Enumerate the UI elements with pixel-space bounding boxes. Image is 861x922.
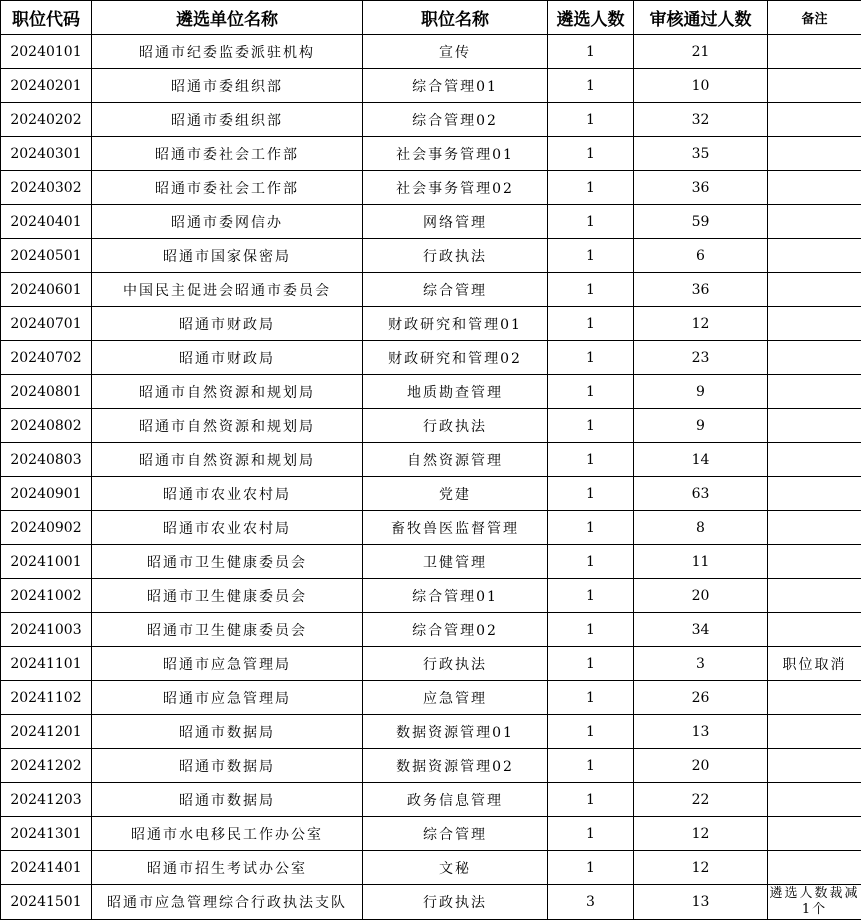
position-name-cell: 行政执法 [363,409,548,443]
passed-count-cell: 11 [634,545,768,579]
table-row [1,511,861,545]
position-name-cell: 财政研究和管理01 [363,307,548,341]
passed-count-cell: 34 [634,613,768,647]
table-row [1,579,861,613]
selection-count-cell: 1 [548,103,634,137]
selection-count-cell: 1 [548,341,634,375]
table-row [1,613,861,647]
passed-count-cell: 9 [634,375,768,409]
remarks-cell [768,375,861,409]
remarks-cell [768,783,861,817]
passed-count-cell: 12 [634,851,768,885]
selection-count-cell: 1 [548,239,634,273]
selection-count-cell: 1 [548,647,634,681]
selection-count-cell: 1 [548,749,634,783]
unit-name-cell: 中国民主促进会昭通市委员会 [92,273,363,307]
table-row [1,851,861,885]
position-name-cell: 行政执法 [363,885,548,920]
position-name-cell: 行政执法 [363,647,548,681]
passed-count-cell: 23 [634,341,768,375]
passed-count-cell: 10 [634,69,768,103]
selection-count-cell: 1 [548,613,634,647]
unit-name-cell: 昭通市应急管理局 [92,681,363,715]
position-name-cell: 宣传 [363,35,548,69]
table-row [1,137,861,171]
unit-name-cell: 昭通市自然资源和规划局 [92,409,363,443]
table-row [1,749,861,783]
position-code-cell: 20240802 [1,409,92,443]
remarks-cell: 职位取消 [768,647,861,681]
position-name-cell: 地质勘查管理 [363,375,548,409]
position-code-cell: 20240801 [1,375,92,409]
position-code-cell: 20240101 [1,35,92,69]
passed-count-cell: 36 [634,273,768,307]
remarks-cell [768,477,861,511]
passed-count-cell: 12 [634,817,768,851]
remarks-cell [768,749,861,783]
position-code-cell: 20240202 [1,103,92,137]
position-name-cell: 综合管理02 [363,103,548,137]
unit-name-cell: 昭通市财政局 [92,341,363,375]
unit-name-cell: 昭通市卫生健康委员会 [92,579,363,613]
table-row [1,273,861,307]
passed-count-cell: 36 [634,171,768,205]
selection-count-cell: 1 [548,681,634,715]
table-row [1,477,861,511]
passed-count-cell: 3 [634,647,768,681]
unit-name-cell: 昭通市委网信办 [92,205,363,239]
unit-name-cell: 昭通市卫生健康委员会 [92,613,363,647]
unit-name-cell: 昭通市数据局 [92,749,363,783]
position-code-cell: 20240701 [1,307,92,341]
remarks-cell [768,69,861,103]
position-code-cell: 20240901 [1,477,92,511]
unit-name-cell: 昭通市国家保密局 [92,239,363,273]
unit-name-cell: 昭通市农业农村局 [92,477,363,511]
selection-count-cell: 1 [548,205,634,239]
selection-count-cell: 1 [548,579,634,613]
remarks-cell: 遴选人数裁减1个 [768,885,861,920]
header-passed-count: 审核通过人数 [634,1,768,35]
unit-name-cell: 昭通市自然资源和规划局 [92,443,363,477]
remarks-cell [768,545,861,579]
selection-count-cell: 1 [548,375,634,409]
position-name-cell: 自然资源管理 [363,443,548,477]
selection-count-cell: 1 [548,477,634,511]
position-code-cell: 20241101 [1,647,92,681]
position-name-cell: 行政执法 [363,239,548,273]
position-code-cell: 20240501 [1,239,92,273]
position-name-cell: 党建 [363,477,548,511]
passed-count-cell: 22 [634,783,768,817]
unit-name-cell: 昭通市委组织部 [92,103,363,137]
position-name-cell: 畜牧兽医监督管理 [363,511,548,545]
passed-count-cell: 6 [634,239,768,273]
table-body [1,35,861,920]
remarks-cell [768,851,861,885]
selection-count-cell: 1 [548,545,634,579]
position-code-cell: 20240702 [1,341,92,375]
position-name-cell: 综合管理 [363,273,548,307]
remarks-cell [768,817,861,851]
remarks-cell [768,511,861,545]
table-row [1,171,861,205]
position-code-cell: 20240902 [1,511,92,545]
passed-count-cell: 32 [634,103,768,137]
position-code-cell: 20241301 [1,817,92,851]
position-code-cell: 20241202 [1,749,92,783]
unit-name-cell: 昭通市委社会工作部 [92,171,363,205]
selection-count-cell: 1 [548,715,634,749]
position-name-cell: 财政研究和管理02 [363,341,548,375]
passed-count-cell: 8 [634,511,768,545]
table-row [1,715,861,749]
selection-count-cell: 1 [548,171,634,205]
table-header-row [1,1,861,35]
selection-count-cell: 1 [548,443,634,477]
position-name-cell: 综合管理 [363,817,548,851]
unit-name-cell: 昭通市水电移民工作办公室 [92,817,363,851]
position-name-cell: 文秘 [363,851,548,885]
position-code-cell: 20241201 [1,715,92,749]
position-code-cell: 20241003 [1,613,92,647]
position-name-cell: 综合管理01 [363,579,548,613]
position-name-cell: 政务信息管理 [363,783,548,817]
table-row [1,409,861,443]
position-name-cell: 综合管理02 [363,613,548,647]
position-code-cell: 20241401 [1,851,92,885]
header-position-code: 职位代码 [1,1,92,35]
unit-name-cell: 昭通市自然资源和规划局 [92,375,363,409]
position-name-cell: 数据资源管理01 [363,715,548,749]
remarks-cell [768,205,861,239]
remarks-cell [768,409,861,443]
remarks-cell [768,307,861,341]
selection-count-cell: 1 [548,851,634,885]
table-row [1,35,861,69]
table-row [1,307,861,341]
table-row [1,647,861,681]
selection-count-cell: 1 [548,783,634,817]
table-row [1,103,861,137]
unit-name-cell: 昭通市纪委监委派驻机构 [92,35,363,69]
table-row [1,205,861,239]
position-name-cell: 应急管理 [363,681,548,715]
remarks-cell [768,273,861,307]
position-code-cell: 20241501 [1,885,92,920]
unit-name-cell: 昭通市数据局 [92,783,363,817]
position-code-cell: 20240401 [1,205,92,239]
passed-count-cell: 63 [634,477,768,511]
remarks-cell [768,103,861,137]
position-name-cell: 综合管理01 [363,69,548,103]
table-row [1,341,861,375]
table-row [1,443,861,477]
passed-count-cell: 14 [634,443,768,477]
remarks-cell [768,613,861,647]
unit-name-cell: 昭通市应急管理局 [92,647,363,681]
remarks-cell [768,35,861,69]
remarks-cell [768,171,861,205]
remarks-cell [768,239,861,273]
position-name-cell: 数据资源管理02 [363,749,548,783]
unit-name-cell: 昭通市财政局 [92,307,363,341]
remarks-cell [768,341,861,375]
position-code-cell: 20241001 [1,545,92,579]
position-code-cell: 20241002 [1,579,92,613]
remarks-cell [768,443,861,477]
position-name-cell: 卫健管理 [363,545,548,579]
passed-count-cell: 21 [634,35,768,69]
table-row [1,681,861,715]
selection-count-cell: 1 [548,273,634,307]
passed-count-cell: 13 [634,885,768,920]
header-unit-name: 遴选单位名称 [92,1,363,35]
header-selection-count: 遴选人数 [548,1,634,35]
position-code-cell: 20240301 [1,137,92,171]
unit-name-cell: 昭通市应急管理综合行政执法支队 [92,885,363,920]
passed-count-cell: 59 [634,205,768,239]
table-row [1,375,861,409]
remarks-cell [768,579,861,613]
header-position-name: 职位名称 [363,1,548,35]
position-code-cell: 20240201 [1,69,92,103]
selection-count-cell: 1 [548,817,634,851]
selection-count-cell: 1 [548,409,634,443]
passed-count-cell: 12 [634,307,768,341]
remarks-cell [768,681,861,715]
selection-count-cell: 1 [548,307,634,341]
selection-count-cell: 1 [548,35,634,69]
table-row [1,69,861,103]
unit-name-cell: 昭通市委组织部 [92,69,363,103]
position-code-cell: 20241102 [1,681,92,715]
passed-count-cell: 35 [634,137,768,171]
table-row [1,817,861,851]
header-remarks: 备注 [768,1,861,35]
unit-name-cell: 昭通市招生考试办公室 [92,851,363,885]
remarks-cell [768,137,861,171]
table-row [1,545,861,579]
unit-name-cell: 昭通市委社会工作部 [92,137,363,171]
unit-name-cell: 昭通市农业农村局 [92,511,363,545]
position-code-cell: 20240601 [1,273,92,307]
position-code-cell: 20240803 [1,443,92,477]
remarks-cell [768,715,861,749]
unit-name-cell: 昭通市数据局 [92,715,363,749]
table-row [1,885,861,920]
passed-count-cell: 20 [634,579,768,613]
table-row [1,239,861,273]
selection-count-cell: 1 [548,511,634,545]
passed-count-cell: 20 [634,749,768,783]
position-name-cell: 网络管理 [363,205,548,239]
position-name-cell: 社会事务管理02 [363,171,548,205]
position-code-cell: 20240302 [1,171,92,205]
selection-count-cell: 1 [548,69,634,103]
position-name-cell: 社会事务管理01 [363,137,548,171]
table-row [1,783,861,817]
position-code-cell: 20241203 [1,783,92,817]
selection-count-cell: 3 [548,885,634,920]
passed-count-cell: 13 [634,715,768,749]
selection-count-cell: 1 [548,137,634,171]
passed-count-cell: 9 [634,409,768,443]
passed-count-cell: 26 [634,681,768,715]
unit-name-cell: 昭通市卫生健康委员会 [92,545,363,579]
